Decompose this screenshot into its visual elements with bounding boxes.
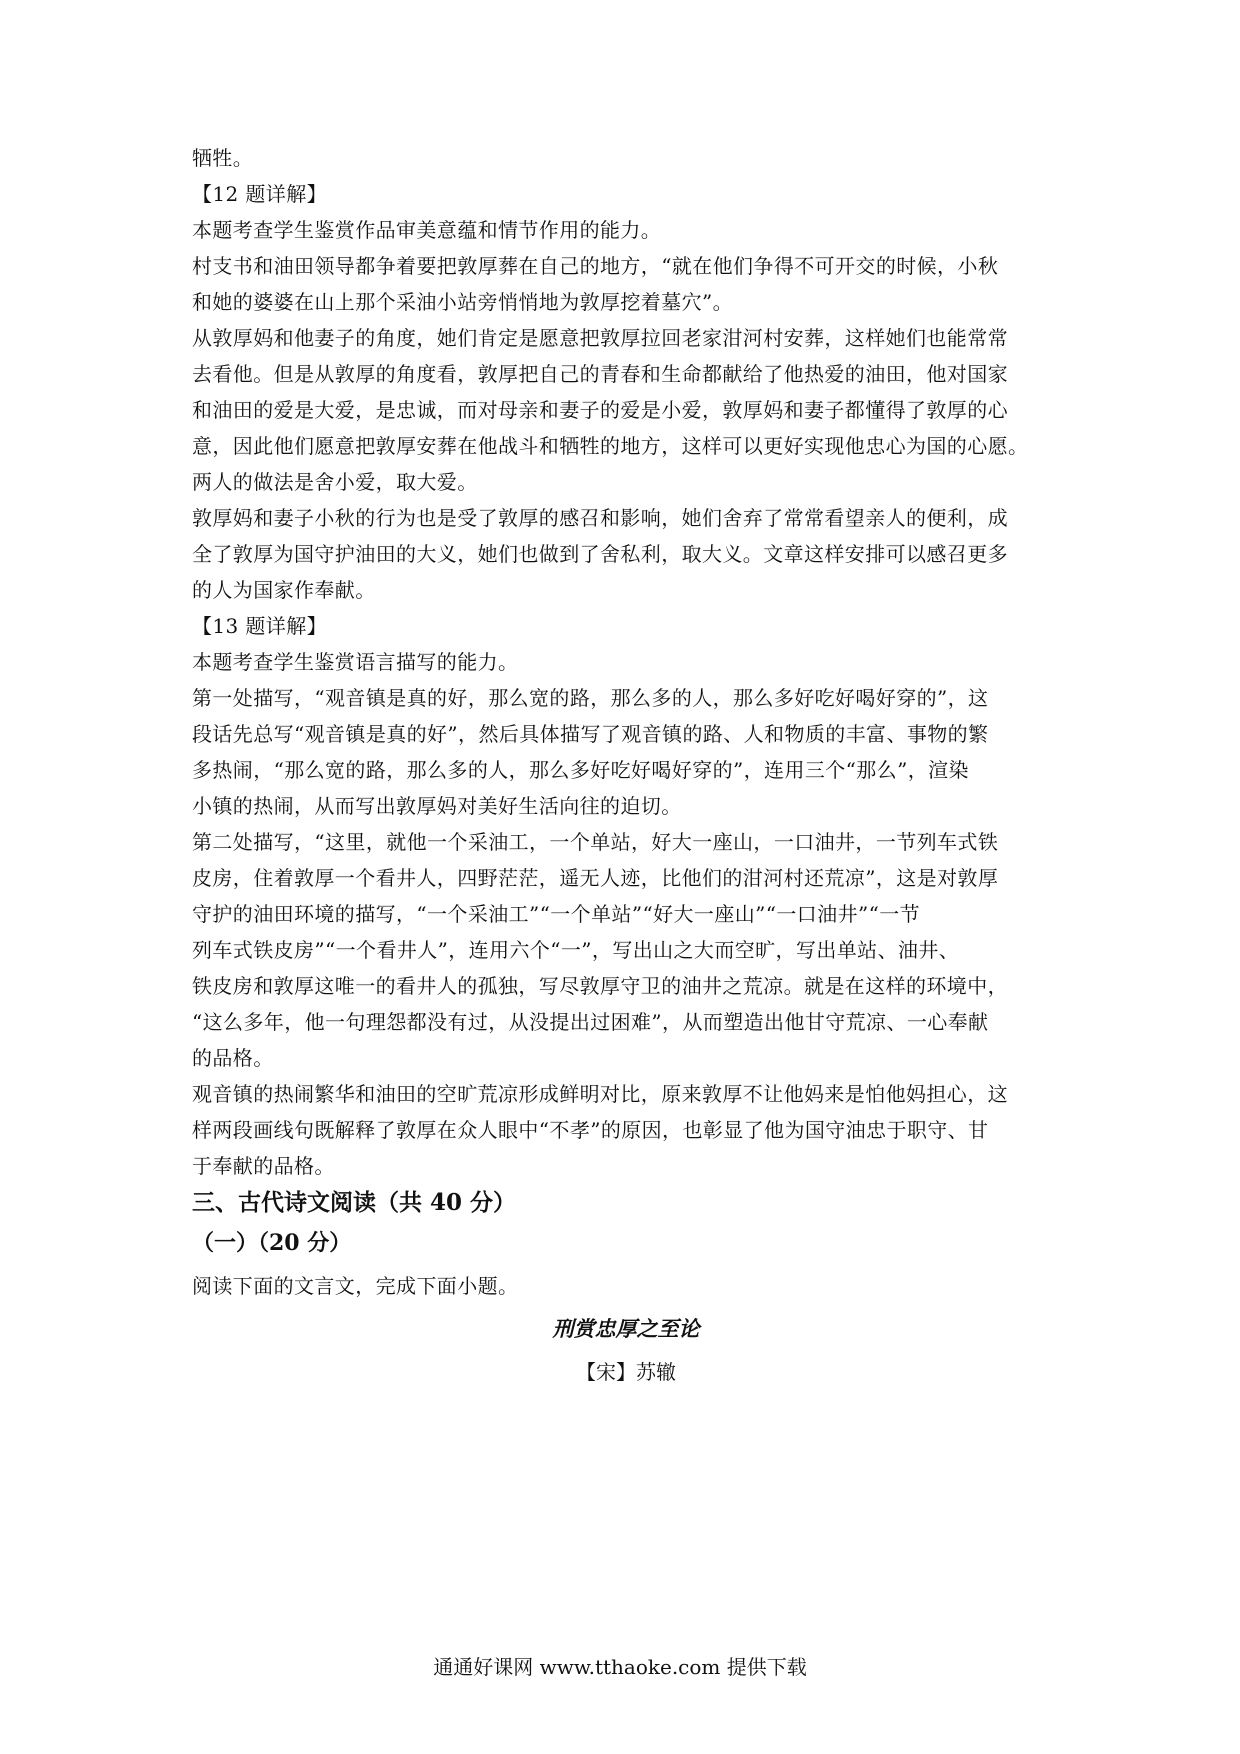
text-line: 多热闹，“那么宽的路，那么多的人，那么多好吃好喝好穿的”，连用三个“那么”，渲染: [192, 758, 969, 782]
text-line: 牺牲。: [192, 146, 254, 170]
text-line: 【13 题详解】: [192, 614, 328, 638]
text-line: 去看他。但是从敦厚的角度看，敦厚把自己的青春和生命都献给了他热爱的油田，他对国家: [192, 362, 1008, 386]
text-line: 和油田的爱是大爱，是忠诚，而对母亲和妻子的爱是小爱，敦厚妈和妻子都懂得了敦厚的心: [192, 398, 1008, 422]
text-line: 守护的油田环境的描写，“一个采油工”“一个单站”“好大一座山”“一口油井”“一节: [192, 902, 921, 926]
text-line: 的品格。: [192, 1046, 274, 1070]
text-line: 第一处描写，“观音镇是真的好，那么宽的路，那么多的人，那么多好吃好喝好穿的”，这: [192, 686, 989, 710]
text-line: 观音镇的热闹繁华和油田的空旷荒凉形成鲜明对比，原来敦厚不让他妈来是怕他妈担心，这: [192, 1082, 1008, 1106]
text-line: 意，因此他们愿意把敦厚安葬在他战斗和牺牲的地方，这样可以更好实现他忠心为国的心愿。: [192, 434, 1029, 458]
text-line: “这么多年，他一句理怨都没有过，从没提出过困难”，从而塑造出他甘守荒凉、一心奉献: [192, 1010, 989, 1034]
text-line: 本题考查学生鉴赏语言描写的能力。: [192, 650, 519, 674]
article-title: 刑赏忠厚之至论: [552, 1316, 700, 1341]
text-line: 和她的婆婆在山上那个采油小站旁悄悄地为敦厚挖着墓穴”。: [192, 290, 734, 314]
text-line: 敦厚妈和妻子小秋的行为也是受了敦厚的感召和影响，她们舍弃了常常看望亲人的便利，成: [192, 506, 1008, 530]
text-line: 于奉献的品格。: [192, 1154, 335, 1178]
text-line: 铁皮房和敦厚这唯一的看井人的孤独，写尽敦厚守卫的油井之荒凉。就是在这样的环境中，: [192, 974, 1008, 998]
text-line: 段话先总写“观音镇是真的好”，然后具体描写了观音镇的路、人和物质的丰富、事物的繁: [192, 722, 989, 746]
text-line: 【12 题详解】: [192, 182, 328, 206]
text-line: 小镇的热闹，从而写出敦厚妈对美好生活向往的迫切。: [192, 794, 682, 818]
instruction-text: 阅读下面的文言文，完成下面小题。: [192, 1274, 519, 1298]
text-line: 样两段画线句既解释了敦厚在众人眼中“不孝”的原因，也彰显了他为国守油忠于职守、甘: [192, 1118, 989, 1142]
text-line: 全了敦厚为国守护油田的大义，她们也做到了舍私利，取大义。文章这样安排可以感召更多: [192, 542, 1008, 566]
document-body: [192, 140, 1060, 1390]
text-line: 村支书和油田领导都争着要把敦厚葬在自己的地方，“就在他们争得不可开交的时候，小秋: [192, 254, 999, 278]
section-heading: 三、古代诗文阅读（共 40 分）: [192, 1189, 517, 1216]
sub-heading: （一）（20 分）: [192, 1230, 352, 1256]
page-footer: 通通好课网 www.tthaoke.com 提供下载: [433, 1655, 807, 1679]
text-line: 本题考查学生鉴赏作品审美意蕴和情节作用的能力。: [192, 218, 662, 242]
text-line: 的人为国家作奉献。: [192, 578, 376, 602]
text-line: 第二处描写，“这里，就他一个采油工，一个单站，好大一座山，一口油井，一节列车式铁: [192, 830, 999, 854]
text-line: 从敦厚妈和他妻子的角度，她们肯定是愿意把敦厚拉回老家泔河村安葬，这样她们也能常常: [192, 326, 1008, 350]
text-line: 列车式铁皮房”“一个看井人”，连用六个“一”，写出山之大而空旷，写出单站、油井、: [192, 938, 960, 962]
text-line: 两人的做法是舍小爱，取大爱。: [192, 470, 478, 494]
article-author: 【宋】苏辙: [576, 1360, 676, 1384]
text-line: 皮房，住着敦厚一个看井人，四野茫茫，遥无人迹，比他们的泔河村还荒凉”，这是对敦厚: [192, 866, 999, 890]
